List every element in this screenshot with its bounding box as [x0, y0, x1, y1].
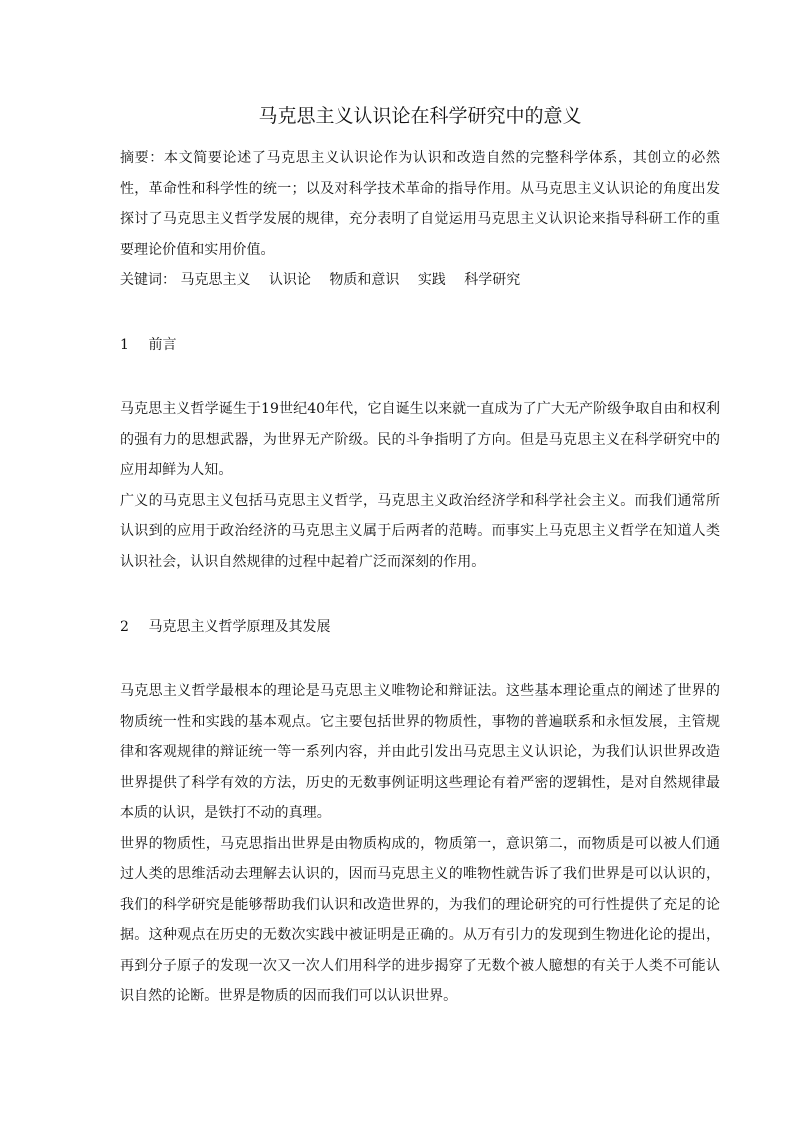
section-number: 1 — [120, 337, 129, 353]
keyword: 物质和意识 — [329, 272, 400, 288]
document-title: 马克思主义认识论在科学研究中的意义 — [258, 105, 582, 127]
keyword: 实践 — [417, 272, 446, 288]
section-number: 2 — [120, 619, 129, 635]
section-heading — [120, 330, 720, 360]
keywords-line — [120, 265, 720, 295]
section-heading — [120, 612, 720, 642]
keywords-label: 关键词： — [120, 272, 176, 288]
body-paragraph: 世界的物质性，马克思指出世界是由物质构成的，物质第一，意识第二，而物质是可以被人们通过人类的思维活动去理解去认识的，因而马克思主义的唯物性就告诉了我们世界是可以认识的，我们的科学研究是能够帮助我们认识和改造世界的，为我们的理论研究的可行性提供了充足的论据。这种观点在历史的无数次实践中被证明是正确的。从万有引力的发现到生物进化论的提出，再到分子原子的发现一次又一次人们用科学的进步揭穿了无数个被人臆想的有关于人类不可能认识自然的论断。世界是物质的因而我们可以认识世界。 — [120, 835, 720, 1004]
keyword: 认识论 — [268, 272, 311, 288]
section-title: 前言 — [148, 337, 177, 353]
body-paragraph: 马克思主义哲学最根本的理论是马克思主义唯物论和辩证法。这些基本理论重点的阐述了世界的物质统一性和实践的基本观点。它主要包括世界的物质性，事物的普遍联系和永恒发展，主管规律和客观规律的辩证统一等一系列内容，并由此引发出马克思主义认识论，为我们认识世界改造世界提供了科学有效的方法，历史的无数事例证明这些理论有着严密的逻辑性，是对自然规律最本质的认识，是铁打不动的真理。 — [120, 683, 720, 821]
keyword: 科学研究 — [464, 272, 521, 288]
body-paragraph: 马克思主义哲学诞生于19世纪40年代，它自诞生以来就一直成为了广大无产阶级争取自由和权利的强有力的思想武器，为世界无产阶级。民的斗争指明了方向。但是马克思主义在科学研究中的应用却鲜为人知。 — [120, 401, 720, 478]
section-title: 马克思主义哲学原理及其发展 — [148, 619, 331, 635]
body-paragraph: 广义的马克思主义包括马克思主义哲学，马克思主义政治经济学和科学社会主义。而我们通常所认识到的应用于政治经济的马克思主义属于后两者的范畴。而事实上马克思主义哲学在知道人类认识社会，认识自然规律的过程中起着广泛而深刻的作用。 — [120, 492, 720, 570]
keyword: 马克思主义 — [180, 272, 251, 288]
abstract-paragraph: 摘要：本文简要论述了马克思主义认识论作为认识和改造自然的完整科学体系，其创立的必然性，革命性和科学性的统一；以及对科学技术革命的指导作用。从马克思主义认识论的角度出发探讨了马克思主义哲学发展的规律，充分表明了自觉运用马克思主义认识论来指导科研工作的重要理论价值和实用价值。 — [120, 150, 720, 258]
